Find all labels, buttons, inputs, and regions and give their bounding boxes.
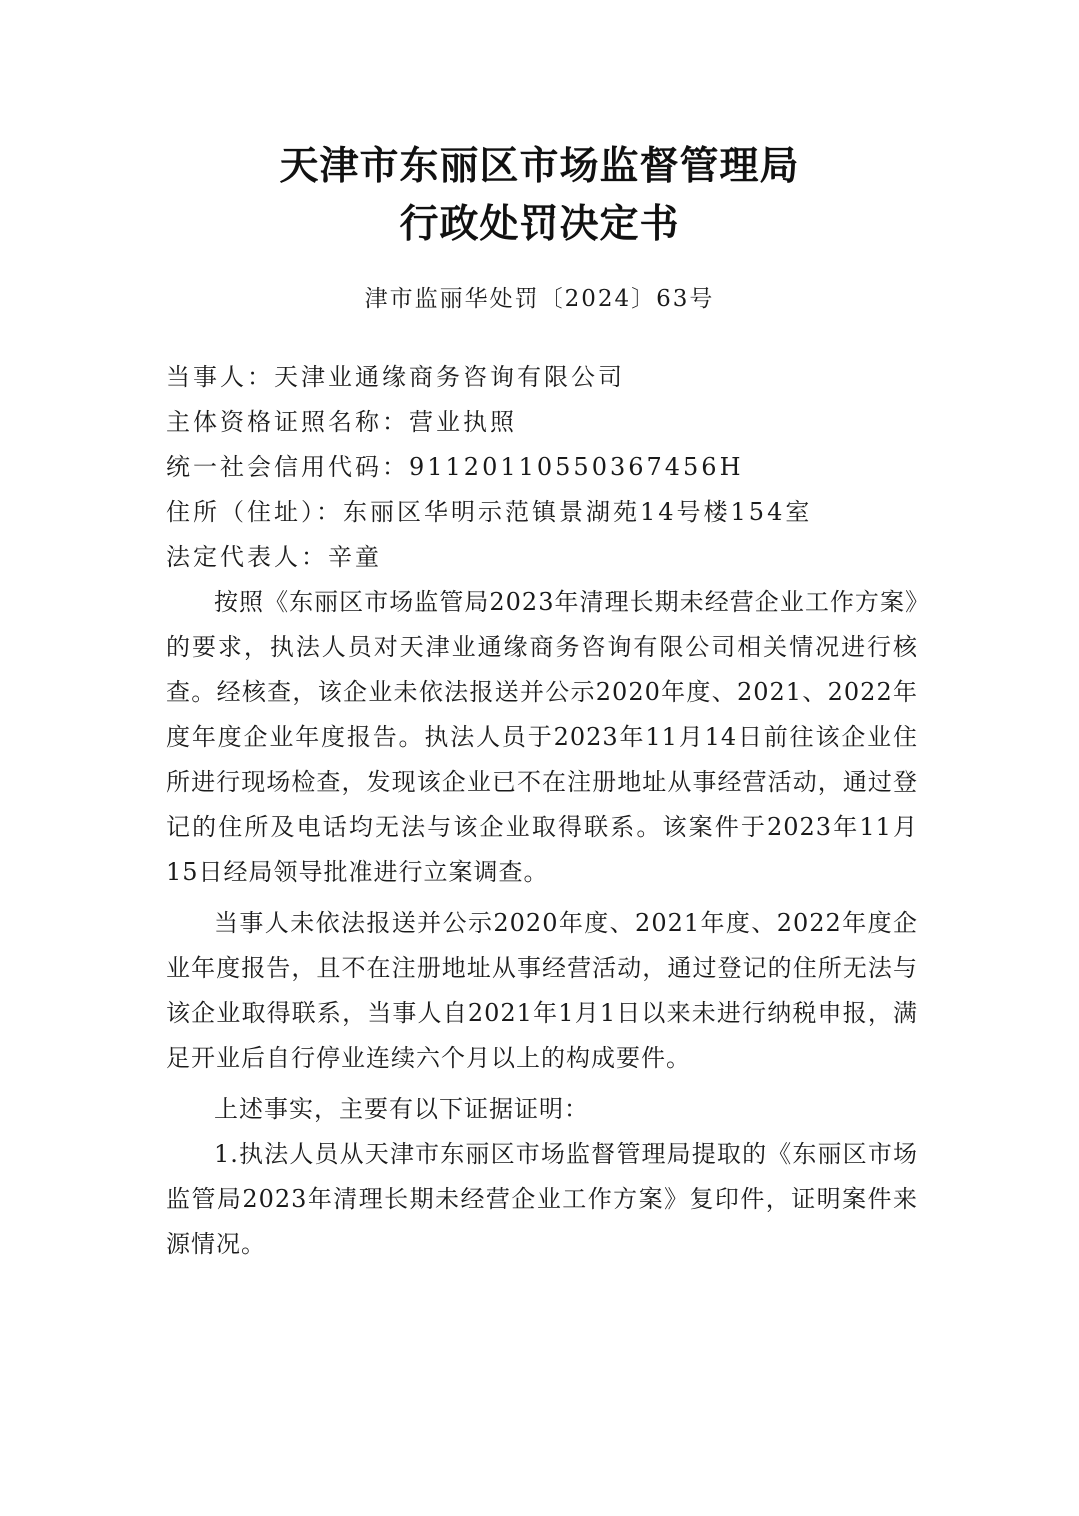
document-number: 津市监丽华处罚〔2024〕63号 <box>364 286 715 312</box>
title-line-agency: 天津市东丽区市场监督管理局 <box>279 144 800 189</box>
document-title <box>0 138 1079 254</box>
document-body <box>166 355 918 1267</box>
license-name-line: 主体资格证照名称：营业执照 <box>166 408 517 436</box>
party-line: 当事人：天津业通缘商务咨询有限公司 <box>166 363 625 391</box>
title-line-doc-type: 行政处罚决定书 <box>399 202 680 247</box>
paragraph-findings: 当事人未依法报送并公示2020年度、2021年度、2022年度企业年度报告，且不在注册地址从事经营活动，通过登记的住所无法与该企业取得联系，当事人自2021年1月1日以来未进行纳税申报，满足开业后自行停业连续六个月以上的构成要件。 <box>166 909 918 1072</box>
paragraph-evidence-item-1: 1.执法人员从天津市东丽区市场监督管理局提取的《东丽区市场监管局2023年清理长期未经营企业工作方案》复印件，证明案件来源情况。 <box>166 1140 918 1258</box>
credit-code-line: 统一社会信用代码：91120110550367456H <box>166 453 744 481</box>
address-line: 住所（住址）：东丽区华明示范镇景湖苑14号楼154室 <box>166 498 813 526</box>
legal-representative-line: 法定代表人：辛童 <box>166 543 382 571</box>
paragraph-evidence-intro: 上述事实，主要有以下证据证明： <box>214 1095 589 1123</box>
paragraph-case-origin: 按照《东丽区市场监管局2023年清理长期未经营企业工作方案》的要求，执法人员对天津业通缘商务咨询有限公司相关情况进行核查。经核查，该企业未依法报送并公示2020年度、2021、2022年度年度企业年度报告。执法人员于2023年11月14日前往该企业住所进行现场检查，发现该企业已不在注册地址从事经营活动，通过登记的住所及电话均无法与该企业取得联系。该案件于2023年11月15日经局领导批准进行立案调查。 <box>166 588 918 886</box>
